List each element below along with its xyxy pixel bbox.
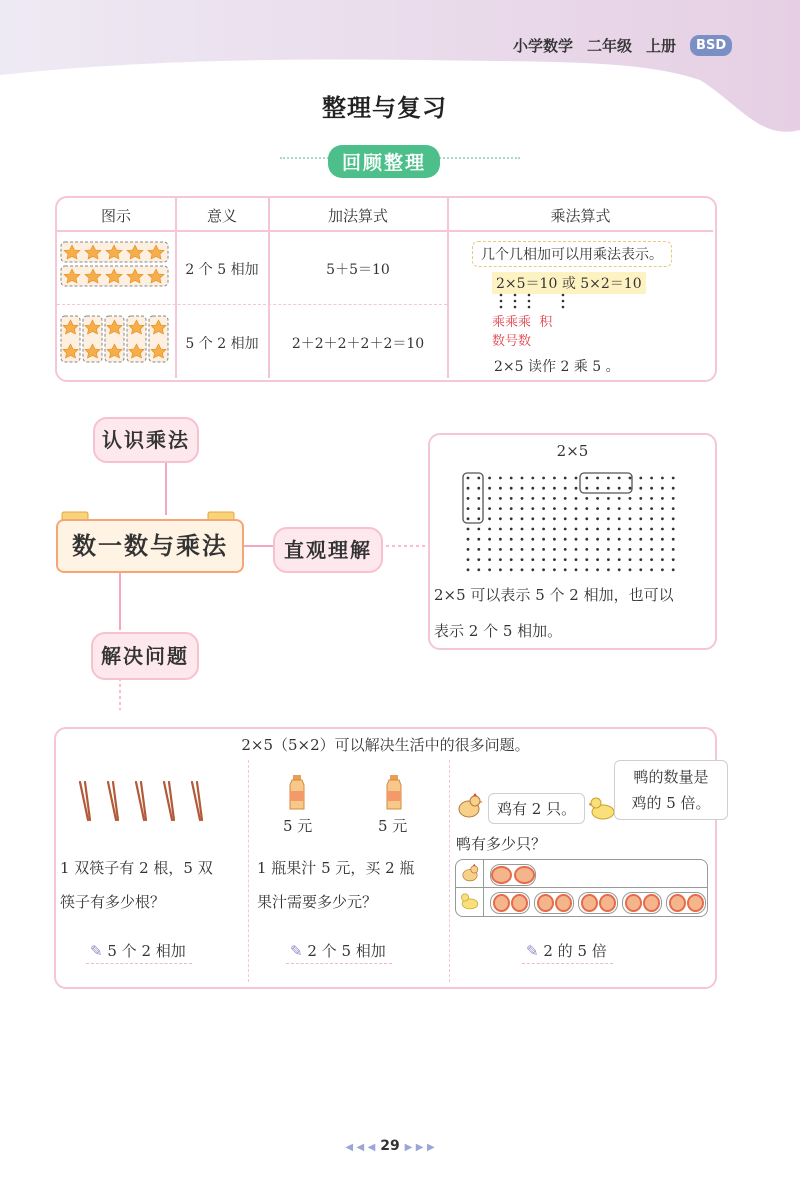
array-dot xyxy=(467,477,470,480)
array-dot xyxy=(585,507,588,510)
array-dot xyxy=(553,548,556,551)
duck-icon xyxy=(589,795,617,821)
term-labels-row2 xyxy=(492,330,531,349)
array-dot xyxy=(607,487,610,490)
mult-eq2: 5×2＝10 xyxy=(580,276,642,292)
array-dot xyxy=(607,528,610,531)
array-dot xyxy=(672,507,675,510)
array-dot xyxy=(477,487,480,490)
duck-group xyxy=(666,892,706,914)
dot-array-title: 2×5 xyxy=(556,442,589,460)
array-dot xyxy=(629,548,632,551)
array-dot xyxy=(499,528,502,531)
p1-line1: 1 双筷子有 2 根，5 双 xyxy=(60,859,213,877)
array-dot xyxy=(661,538,664,541)
array-dot xyxy=(553,528,556,531)
array-dot xyxy=(575,477,578,480)
array-dot xyxy=(542,548,545,551)
array-dot xyxy=(488,558,491,561)
array-dot xyxy=(477,528,480,531)
array-dot xyxy=(629,507,632,510)
page-number-nav xyxy=(340,1138,440,1154)
table-header-multiplication: 乘法算式 xyxy=(550,207,611,225)
juice-bottle-icon xyxy=(287,775,307,811)
p3-answer-text: 2 的 5 倍 xyxy=(543,942,607,960)
array-dot xyxy=(542,568,545,571)
array-dot xyxy=(531,558,534,561)
array-dot xyxy=(488,497,491,500)
array-dot xyxy=(607,538,610,541)
array-dot xyxy=(510,487,513,490)
array-dot xyxy=(488,517,491,520)
array-dot xyxy=(510,548,513,551)
array-dot xyxy=(521,517,524,520)
array-dot xyxy=(521,528,524,531)
array-dot xyxy=(650,548,653,551)
mult-eq1: 2×5＝10 xyxy=(496,276,558,292)
grade-label: 二年级 xyxy=(587,37,633,55)
array-dot xyxy=(575,487,578,490)
array-dot xyxy=(575,497,578,500)
array-dot xyxy=(672,517,675,520)
array-dot xyxy=(650,497,653,500)
array-dot xyxy=(672,548,675,551)
array-dot xyxy=(661,477,664,480)
term-connector-dots xyxy=(497,292,577,310)
branch-solve-problems: 解决问题 xyxy=(91,632,199,680)
chopsticks-illustration xyxy=(76,780,216,822)
array-dot xyxy=(553,487,556,490)
array-dot xyxy=(531,568,534,571)
array-dot xyxy=(575,517,578,520)
array-dot xyxy=(510,558,513,561)
array-dot xyxy=(596,507,599,510)
array-dot xyxy=(650,517,653,520)
array-dot xyxy=(542,507,545,510)
array-dot xyxy=(672,477,675,480)
p2-price1: 5 元 xyxy=(283,817,313,835)
term-labels-row1 xyxy=(492,311,552,330)
array-dot xyxy=(650,477,653,480)
p2-answer-text: 2 个 5 相加 xyxy=(307,942,386,960)
pencil-icon: ✎ xyxy=(526,942,539,960)
array-dot xyxy=(510,517,513,520)
array-dot xyxy=(477,568,480,571)
stars-5-groups-of-2 xyxy=(58,313,173,367)
array-dot xyxy=(650,507,653,510)
mult-equations xyxy=(492,272,646,294)
term-label-shu2: 数 xyxy=(518,334,532,349)
array-dot xyxy=(629,497,632,500)
array-dot xyxy=(521,538,524,541)
array-dot xyxy=(629,558,632,561)
array-dot xyxy=(639,477,642,480)
duck-icon xyxy=(460,891,480,911)
mult-or: 或 xyxy=(561,276,576,292)
stars-2-groups-of-5 xyxy=(58,238,173,292)
pencil-icon: ✎ xyxy=(90,942,103,960)
array-dot xyxy=(477,477,480,480)
array-dot xyxy=(596,528,599,531)
array-dot xyxy=(477,538,480,541)
array-dot xyxy=(488,568,491,571)
array-dot xyxy=(488,538,491,541)
array-dot xyxy=(596,548,599,551)
array-dot xyxy=(564,558,567,561)
array-dot xyxy=(542,497,545,500)
p2-answer xyxy=(286,940,392,964)
table-header-meaning: 意义 xyxy=(206,207,237,225)
array-dot xyxy=(467,568,470,571)
array-dot xyxy=(575,538,578,541)
array-dot xyxy=(596,538,599,541)
header-band xyxy=(0,0,800,150)
array-dot xyxy=(499,538,502,541)
array-dot xyxy=(618,538,621,541)
chicken-oval xyxy=(514,866,535,884)
array-dot xyxy=(510,568,513,571)
array-dot xyxy=(639,548,642,551)
array-dot xyxy=(661,548,664,551)
array-dot xyxy=(467,548,470,551)
array-dot xyxy=(499,558,502,561)
array-dot xyxy=(618,548,621,551)
bubble-ducks-line2: 鸡的 5 倍。 xyxy=(631,794,711,812)
array-dot xyxy=(553,517,556,520)
next-arrows-icon: ▶ ▶ ▶ xyxy=(404,1142,435,1153)
array-dot xyxy=(521,558,524,561)
array-dot xyxy=(564,507,567,510)
array-dot xyxy=(607,477,610,480)
array-dot xyxy=(488,507,491,510)
array-dot xyxy=(639,517,642,520)
array-dot xyxy=(477,548,480,551)
array-dot xyxy=(639,538,642,541)
array-dot xyxy=(488,487,491,490)
array-dot xyxy=(531,497,534,500)
array-dot xyxy=(521,507,524,510)
array-dot xyxy=(467,517,470,520)
problems-divider xyxy=(449,760,451,982)
duck-group xyxy=(578,892,618,914)
array-dot xyxy=(575,568,578,571)
array-dot xyxy=(499,568,502,571)
array-dot xyxy=(467,528,470,531)
array-dot xyxy=(607,497,610,500)
chicken-icon xyxy=(460,863,480,883)
array-dot xyxy=(575,548,578,551)
array-dot xyxy=(510,528,513,531)
problems-headline: 2×5（5×2）可以解决生活中的很多问题。 xyxy=(241,736,530,754)
row1-meaning: 2 个 5 相加 xyxy=(185,262,259,278)
array-dot xyxy=(596,558,599,561)
array-dot xyxy=(521,548,524,551)
page-number: 29 xyxy=(380,1138,400,1154)
book-info xyxy=(513,35,732,56)
array-dot xyxy=(467,507,470,510)
array-dot xyxy=(607,548,610,551)
array-dot xyxy=(661,507,664,510)
array-dot xyxy=(629,487,632,490)
array-dot xyxy=(531,517,534,520)
p1-line2: 筷子有多少根？ xyxy=(60,893,166,911)
mult-note: 几个几相加可以用乘法表示。 xyxy=(472,241,672,267)
mindmap-center: 数一数与乘法 xyxy=(56,519,244,573)
array-dot xyxy=(629,538,632,541)
array-dot xyxy=(564,517,567,520)
row1-addition: 5＋5＝10 xyxy=(326,262,390,278)
array-dot xyxy=(553,558,556,561)
array-dot xyxy=(477,558,480,561)
array-dot xyxy=(607,568,610,571)
table-header-figure: 图示 xyxy=(100,207,131,225)
array-dot xyxy=(488,548,491,551)
array-dot xyxy=(618,477,621,480)
array-dot xyxy=(553,568,556,571)
array-dot xyxy=(553,538,556,541)
array-dot xyxy=(499,548,502,551)
read-as: 2×5 读作 2 乘 5 。 xyxy=(494,359,620,375)
array-dot xyxy=(531,528,534,531)
array-dot xyxy=(639,568,642,571)
edition-badge: BSD xyxy=(690,35,732,56)
array-dot xyxy=(467,487,470,490)
branch-intuitive-understanding: 直观理解 xyxy=(273,527,383,573)
array-dot xyxy=(639,528,642,531)
array-dot xyxy=(575,507,578,510)
array-dot xyxy=(564,568,567,571)
array-dot xyxy=(477,507,480,510)
array-dot xyxy=(618,528,621,531)
array-dot xyxy=(499,487,502,490)
array-dot xyxy=(585,548,588,551)
chicken-icon xyxy=(455,792,483,820)
array-dot xyxy=(596,568,599,571)
array-dot xyxy=(661,497,664,500)
array-dot xyxy=(499,477,502,480)
array-dot xyxy=(467,497,470,500)
array-dot xyxy=(661,558,664,561)
page-title: 整理与复习 xyxy=(322,94,447,122)
array-dot xyxy=(661,568,664,571)
term-label-factor2: 乘 xyxy=(518,315,532,330)
p2-price2: 5 元 xyxy=(378,817,408,835)
array-dot xyxy=(607,507,610,510)
array-dot xyxy=(531,507,534,510)
array-dot xyxy=(564,497,567,500)
array-dot xyxy=(650,568,653,571)
table-hline xyxy=(57,230,713,232)
array-dot xyxy=(618,517,621,520)
table-hline-dashed xyxy=(57,304,447,306)
array-dot xyxy=(650,528,653,531)
array-dot xyxy=(531,548,534,551)
dot-array-desc-line2: 表示 2 个 5 相加。 xyxy=(434,622,563,640)
chicken-group xyxy=(490,864,536,886)
row2-addition: 2＋2＋2＋2＋2＝10 xyxy=(291,336,425,352)
array-dot xyxy=(629,517,632,520)
bubble-ducks xyxy=(614,760,728,820)
array-dot xyxy=(661,528,664,531)
array-dot xyxy=(618,558,621,561)
array-dot xyxy=(510,497,513,500)
array-dot xyxy=(531,538,534,541)
array-dot xyxy=(564,477,567,480)
array-dot xyxy=(639,487,642,490)
array-dot xyxy=(596,497,599,500)
array-dot xyxy=(521,477,524,480)
array-dot xyxy=(553,477,556,480)
p1-answer xyxy=(86,940,192,964)
array-dot xyxy=(542,517,545,520)
array-dot xyxy=(564,487,567,490)
array-dot xyxy=(639,558,642,561)
array-dot xyxy=(521,487,524,490)
array-dot xyxy=(521,497,524,500)
subject-label: 小学数学 xyxy=(513,37,574,55)
p2-line1: 1 瓶果汁 5 元，买 2 瓶 xyxy=(257,859,415,877)
array-dot xyxy=(618,497,621,500)
p2-line2: 果汁需要多少元？ xyxy=(257,893,378,911)
chicken-oval xyxy=(491,866,512,884)
array-dot xyxy=(542,477,545,480)
term-label-factor1: 乘 xyxy=(492,315,506,330)
array-dot xyxy=(607,517,610,520)
array-dot xyxy=(521,568,524,571)
array-dot xyxy=(542,538,545,541)
array-dot xyxy=(531,487,534,490)
array-dot xyxy=(672,528,675,531)
array-dot xyxy=(499,497,502,500)
array-dot xyxy=(618,568,621,571)
section-badge: 回顾整理 xyxy=(328,145,440,178)
array-dot xyxy=(650,558,653,561)
row2-meaning: 5 个 2 相加 xyxy=(185,336,259,352)
array-dot xyxy=(629,568,632,571)
array-dot xyxy=(542,558,545,561)
array-dot xyxy=(650,487,653,490)
array-dot xyxy=(607,558,610,561)
array-dot xyxy=(531,477,534,480)
array-dot xyxy=(672,538,675,541)
array-dot xyxy=(596,517,599,520)
pencil-icon: ✎ xyxy=(290,942,303,960)
array-dot xyxy=(510,507,513,510)
array-dot xyxy=(499,507,502,510)
array-dot xyxy=(575,528,578,531)
array-dot xyxy=(661,517,664,520)
array-dot xyxy=(499,517,502,520)
array-dot xyxy=(585,477,588,480)
bubble-ducks-line1: 鸭的数量是 xyxy=(633,768,709,786)
comparison-bar-divider xyxy=(456,887,707,888)
prev-arrows-icon: ◀ ◀ ◀ xyxy=(345,1142,376,1153)
dot-array-figure xyxy=(460,470,685,580)
array-dot xyxy=(661,487,664,490)
array-dot xyxy=(585,568,588,571)
array-dot xyxy=(488,477,491,480)
array-dot xyxy=(672,558,675,561)
array-dot xyxy=(542,528,545,531)
array-dot xyxy=(467,538,470,541)
bubble-chickens: 鸡有 2 只。 xyxy=(488,793,585,824)
array-dot xyxy=(585,528,588,531)
array-dot xyxy=(510,538,513,541)
array-dot xyxy=(672,487,675,490)
array-dot xyxy=(585,558,588,561)
array-dot xyxy=(618,487,621,490)
duck-group xyxy=(490,892,530,914)
array-dot xyxy=(477,497,480,500)
volume-label: 上册 xyxy=(646,37,677,55)
array-dot xyxy=(639,507,642,510)
array-dot xyxy=(672,568,675,571)
array-dot xyxy=(553,507,556,510)
duck-groups xyxy=(490,892,706,914)
array-dot xyxy=(650,538,653,541)
duck-group xyxy=(622,892,662,914)
array-dot xyxy=(575,558,578,561)
array-dot xyxy=(564,538,567,541)
array-dot xyxy=(596,487,599,490)
array-dot xyxy=(553,497,556,500)
array-dot xyxy=(467,558,470,561)
array-dot xyxy=(564,548,567,551)
p3-answer xyxy=(522,940,613,964)
array-dot xyxy=(564,528,567,531)
term-label-product: 积 xyxy=(539,315,553,330)
juice-bottle-icon xyxy=(384,775,404,811)
p1-answer-text: 5 个 2 相加 xyxy=(107,942,186,960)
array-dot xyxy=(585,538,588,541)
array-dot xyxy=(542,487,545,490)
branch-recognize-multiplication: 认识乘法 xyxy=(93,417,199,463)
array-dot xyxy=(618,507,621,510)
array-dot xyxy=(629,528,632,531)
term-label-sign: 乘 xyxy=(505,315,519,330)
array-dot xyxy=(596,477,599,480)
array-dot xyxy=(477,517,480,520)
p3-question: 鸭有多少只？ xyxy=(456,835,547,853)
array-dot xyxy=(672,497,675,500)
array-dot xyxy=(585,487,588,490)
array-dot xyxy=(639,497,642,500)
problems-divider xyxy=(248,760,250,982)
table-header-addition: 加法算式 xyxy=(327,207,388,225)
term-label-shu1: 数 xyxy=(492,334,506,349)
array-dot xyxy=(629,477,632,480)
dot-array-desc-line1: 2×5 可以表示 5 个 2 相加，也可以 xyxy=(434,586,674,604)
array-dot xyxy=(585,517,588,520)
array-dot xyxy=(585,497,588,500)
duck-group xyxy=(534,892,574,914)
term-label-hao: 号 xyxy=(505,334,519,349)
array-dot xyxy=(510,477,513,480)
array-dot xyxy=(488,528,491,531)
